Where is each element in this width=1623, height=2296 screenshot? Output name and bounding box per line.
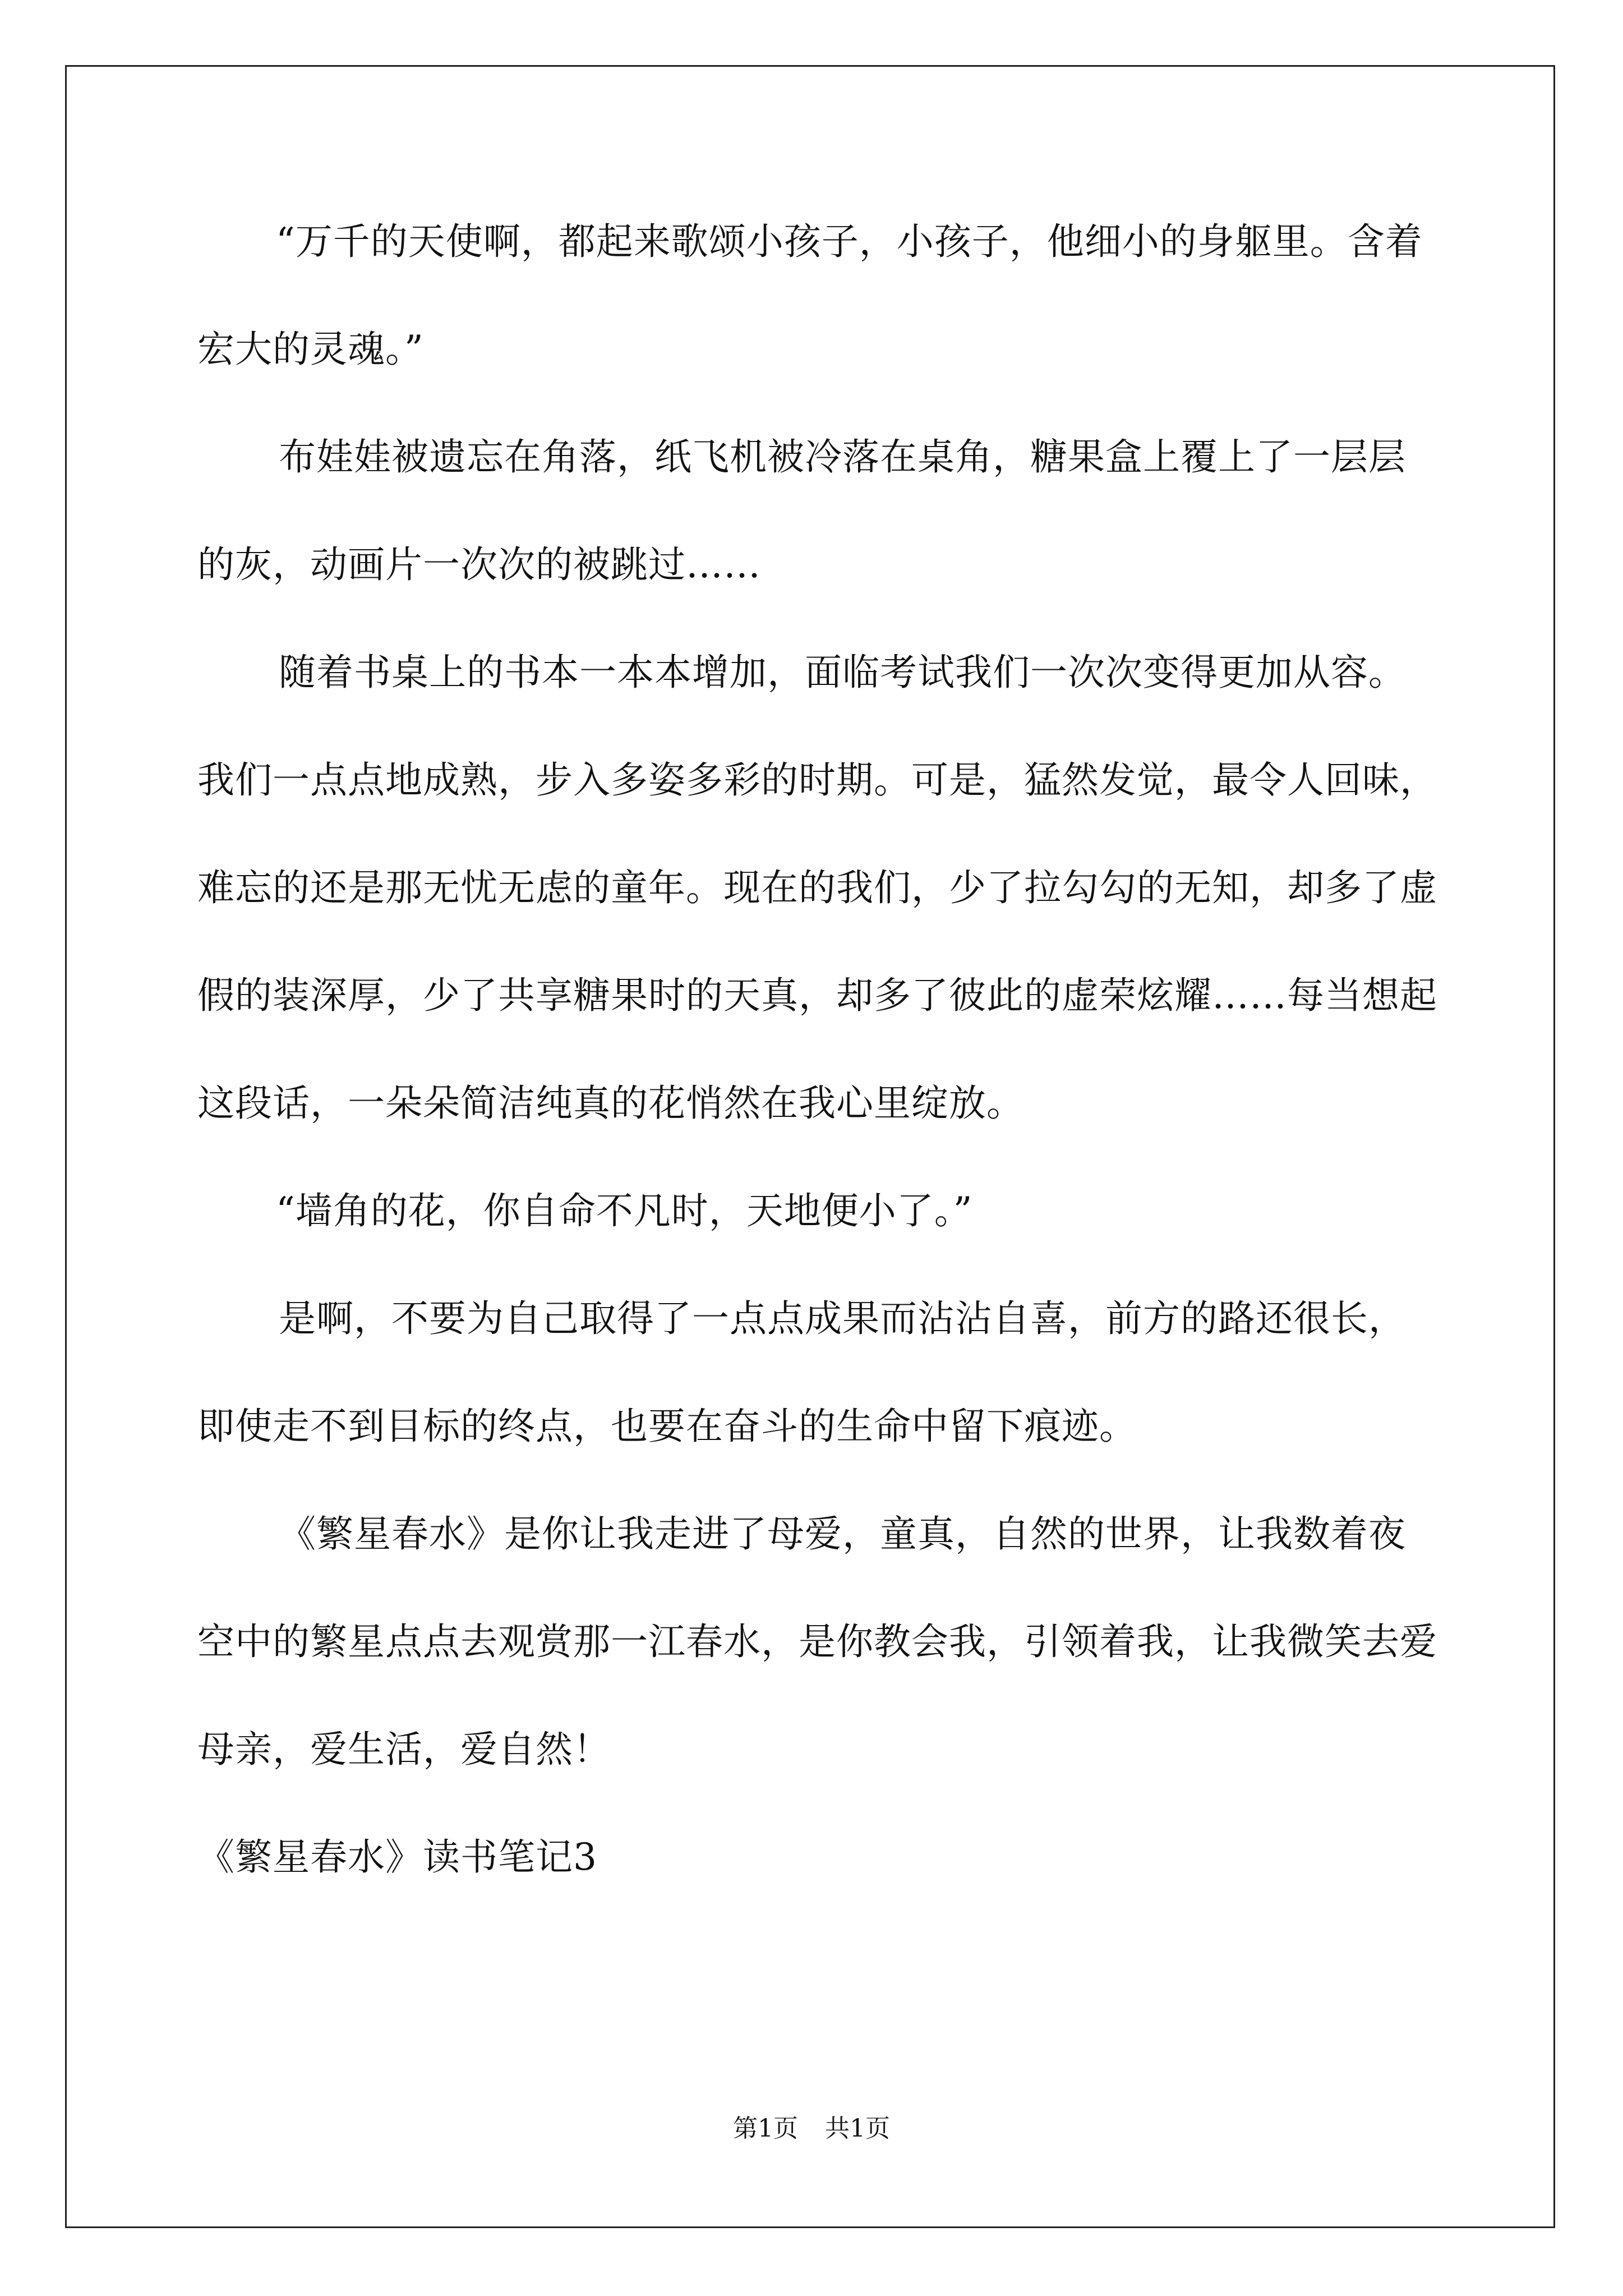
page-number-total: 共1页: [825, 2114, 890, 2143]
paragraph-growing-up: 随着书桌上的书本一本本增加，面临考试我们一次次变得更加从容。我们一点点地成熟，步入多姿多彩的时期。可是，猛然发觉，最令人回味，难忘的还是那无忧无虑的童年。现在的我们，少了拉勾勾的无知，却多了虚假的装深厚，少了共享糖果时的天真，却多了彼此的虚荣炫耀……每当想起这段话，一朵朵简洁纯真的花悄然在我心里绽放。: [197, 651, 1437, 1125]
section-title: 《繁星春水》读书笔记3: [197, 1835, 597, 1879]
paragraph-quote-wall-flower: “墙角的花，你自命不凡时，天地便小了。”: [276, 1189, 973, 1232]
paragraph-stars-spring-water: 《繁星春水》是你让我走进了母爱，童真，自然的世界，让我数着夜空中的繁星点点去观赏那一江春水，是你教会我，引领着我，让我微笑去爱母亲，爱生活，爱自然！: [197, 1512, 1437, 1771]
paragraph-long-road: 是啊，不要为自己取得了一点点成果而沾沾自喜，前方的路还很长，即使走不到目标的终点，也要在奋斗的生命中留下痕迹。: [197, 1297, 1406, 1448]
document-body: [197, 188, 1442, 1911]
page-footer: [0, 2112, 1623, 2146]
paragraph-quote-angels: “万千的天使啊，都起来歌颂小孩子，小孩子，他细小的身躯里。含着宏大的灵魂。”: [197, 220, 1423, 371]
paragraph-forgotten-toys: 布娃娃被遗忘在角落，纸飞机被冷落在桌角，糖果盒上覆上了一层层的灰，动画片一次次的被跳过……: [197, 435, 1406, 586]
page-number-current: 第1页: [733, 2114, 798, 2143]
